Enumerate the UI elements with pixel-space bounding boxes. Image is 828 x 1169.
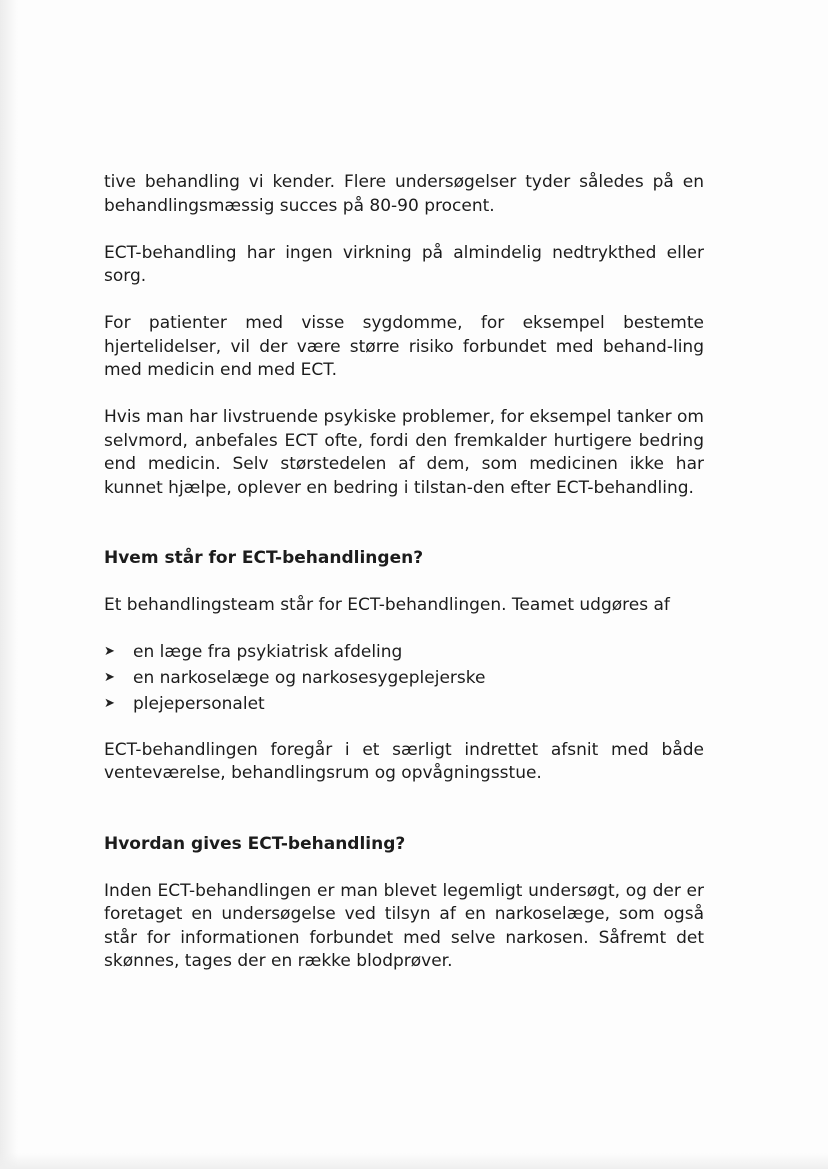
- page-content: [104, 171, 704, 974]
- scan-edge-bottom: [0, 1153, 828, 1169]
- list-item: [104, 639, 704, 665]
- list-item: [104, 665, 704, 691]
- arrow-bullet-icon: ➤: [104, 669, 115, 685]
- paragraph-heart-risk: For patienter med visse sygdomme, for eksempel bestemte hjertelidelser, vil der være større risiko forbundet med behand-ling med medicin end med ECT.: [104, 313, 704, 380]
- paragraph-treatment-location: ECT-behandlingen foregår i et særligt indrettet afsnit med både venteværelse, behandlingsrum og opvågningsstue.: [104, 739, 704, 783]
- arrow-bullet-icon: ➤: [104, 695, 115, 711]
- list-item-text: en læge fra psykiatrisk afdeling: [133, 641, 403, 662]
- team-member-list: [104, 639, 704, 717]
- paragraph-no-effect: ECT-behandling har ingen virkning på almindelig nedtrykthed eller sorg.: [104, 242, 704, 286]
- paragraph-success-rate: tive behandling vi kender. Flere undersøgelser tyder således på en behandlingsmæssig succes på 80-90 procent.: [104, 172, 704, 216]
- paragraph-life-threatening: Hvis man har livstruende psykiske problemer, for eksempel tanker om selvmord, anbefales ECT ofte, fordi den fremkalder hurtigere bedring end medicin. Selv størstedelen af dem, som medicinen ikke har kunnet hjælpe, oplever en bedring i tilstan-den efter ECT-behandling.: [104, 407, 704, 498]
- paragraph-pre-examination: Inden ECT-behandlingen er man blevet legemligt undersøgt, og der er foretaget en undersøgelse ved tilsyn af en narkoselæge, som også står for informationen forbundet med selve narkosen. Såfremt det skønnes, tages der en række blodprøver.: [104, 880, 704, 971]
- arrow-bullet-icon: ➤: [104, 643, 115, 659]
- paragraph-team-intro: Et behandlingsteam står for ECT-behandlingen. Teamet udgøres af: [104, 595, 670, 615]
- section-heading-who: Hvem står for ECT-behandlingen?: [104, 548, 424, 568]
- scan-edge-left: [0, 0, 18, 1169]
- list-item-text: en narkoselæge og narkosesygeplejerske: [133, 667, 486, 688]
- list-item: [104, 691, 704, 717]
- list-item-text: plejepersonalet: [133, 693, 265, 714]
- section-heading-how: Hvordan gives ECT-behandling?: [104, 833, 406, 854]
